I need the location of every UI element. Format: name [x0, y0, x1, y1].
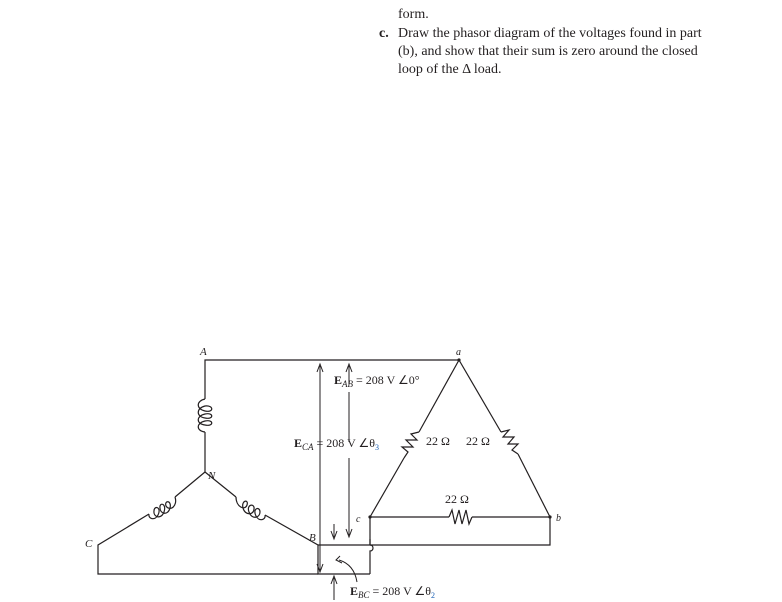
- node-label-b-lower: b: [556, 513, 561, 524]
- node-label-a-upper: A: [200, 346, 207, 358]
- wire-a-top: [205, 360, 459, 399]
- coil-c-icon: [98, 497, 318, 574]
- node-label-a-lower: a: [456, 347, 461, 358]
- delta-side-ac: [419, 360, 459, 432]
- label-r-bc: 22 Ω: [445, 492, 469, 506]
- delta-side-ab-lower: [518, 454, 550, 517]
- arrow-ebc-curve-icon: [336, 556, 357, 582]
- item-c-line-2: (b), and show that their sum is zero around the closed: [398, 44, 698, 59]
- resistor-ab-icon: [501, 430, 518, 454]
- node-c-dot: [368, 515, 371, 518]
- item-c-line-3: loop of the Δ load.: [398, 62, 502, 77]
- node-a-dot: [457, 358, 460, 361]
- node-b-dot: [548, 515, 551, 518]
- label-eca: $E_{CA} = 208$ V $\angle\theta_3$: [294, 436, 380, 452]
- label-r-ab: 22 Ω: [466, 434, 490, 448]
- label-eab: $E_{AB} = 208$ V ∠0°: [334, 373, 420, 389]
- arrow-eab-lower-icon: [346, 458, 352, 537]
- delta-side-ca-lower: [370, 458, 404, 517]
- resistor-bc-icon: [449, 510, 472, 524]
- node-label-n: N: [208, 470, 216, 482]
- arrow-ebc-bottom-icon: [331, 576, 337, 600]
- label-r-ca: 22 Ω: [426, 434, 450, 448]
- arrow-eab-icon: [346, 364, 352, 442]
- label-ebc: $E_{BC} = 208$ V $\angle\theta_2$: [350, 584, 436, 600]
- arrow-eca-icon: [317, 364, 323, 572]
- wire-b-c: [318, 517, 370, 545]
- node-label-b-upper: B: [309, 532, 316, 544]
- wire-b-node: [370, 545, 373, 574]
- item-c-marker: c.: [379, 26, 389, 41]
- node-label-c-upper: C: [85, 538, 93, 550]
- node-label-c-lower: c: [356, 514, 361, 525]
- coil-a-icon: [198, 399, 212, 472]
- delta-side-ab: [459, 360, 501, 432]
- resistor-ca-icon: [402, 432, 419, 458]
- wire-bottom-b: [370, 517, 550, 545]
- top-partial-line: form.: [398, 7, 429, 22]
- item-c-line-1: Draw the phasor diagram of the voltages found in part: [398, 26, 702, 41]
- arrow-ebc-icon: [331, 524, 337, 539]
- wire-n-c: [175, 472, 205, 497]
